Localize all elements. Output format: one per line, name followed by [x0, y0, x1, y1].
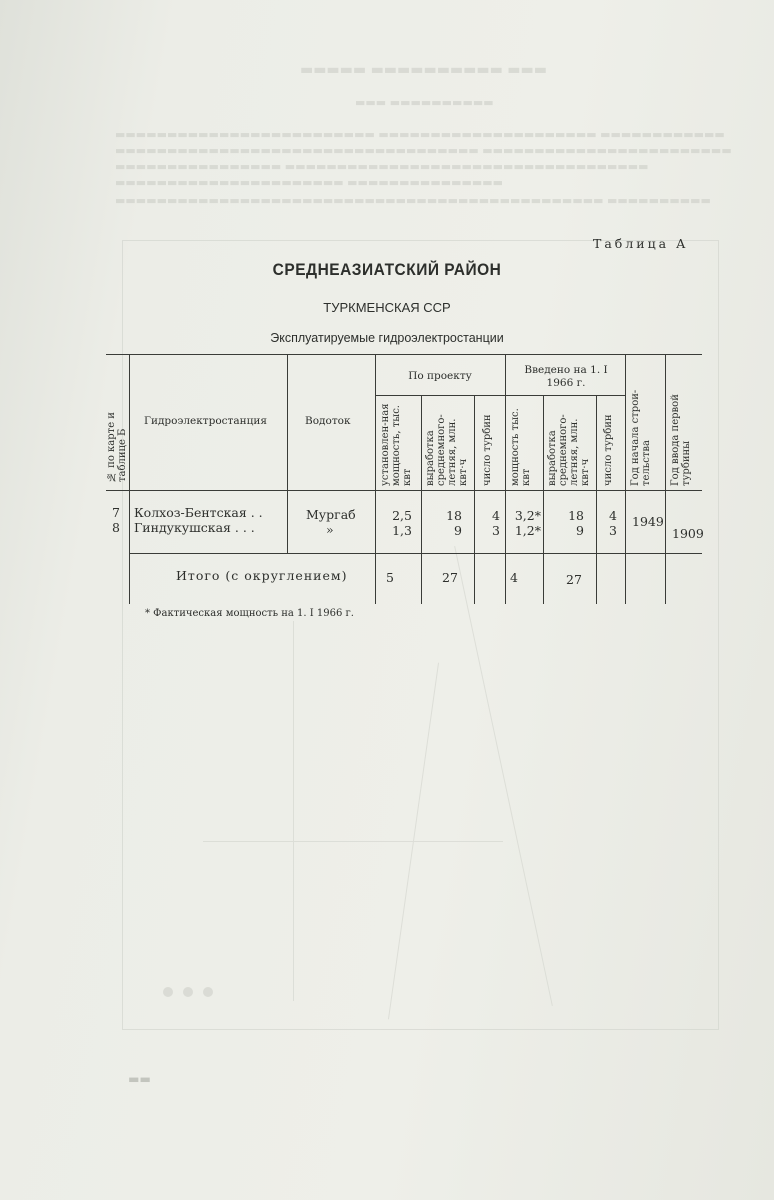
row-station: Гиндукушская . . .: [134, 520, 255, 535]
row-proj-turbines: 3: [492, 523, 500, 538]
col-divider: [129, 354, 130, 604]
map-line: [203, 841, 503, 842]
bleed-through-text: ▬▬▬▬▬▬▬▬▬▬▬▬▬▬▬▬▬▬▬▬▬▬▬▬▬▬▬▬▬▬▬▬▬▬▬ ▬▬▬▬▬▬▬▬▬▬▬▬▬▬▬▬: [115, 160, 649, 173]
row-intr-power: 1,2*: [514, 523, 541, 538]
table-footnote: * Фактическая мощность на 1. I 1966 г.: [145, 608, 354, 619]
bleed-through-text: ▬▬▬▬▬▬▬▬▬▬ ▬▬▬▬▬▬▬▬▬▬▬▬▬▬▬▬▬▬▬▬▬▬▬▬▬▬▬▬▬▬▬▬▬▬▬▬▬▬▬▬▬▬▬▬▬▬▬: [115, 194, 711, 207]
header-num: № по карте и таблице Б: [106, 412, 128, 482]
row-station: Колхоз-Бентская . .: [134, 505, 263, 520]
header-intr-power: мощность тыс. квт: [510, 408, 532, 486]
header-proj-power: установлен-ная мощность, тыс. квт: [380, 403, 413, 486]
col-divider: [375, 354, 376, 604]
map-line: [293, 621, 294, 1001]
col-divider: [625, 354, 626, 604]
map-dot: [163, 987, 173, 997]
header-start-year: Год начала строи-тельства: [630, 389, 652, 486]
table-top-rule: [106, 354, 702, 355]
group-header-rule: [375, 395, 625, 396]
total-intr-output: 27: [566, 572, 582, 587]
row-proj-power: 1,3: [392, 523, 412, 538]
table-caption: Таблица А: [593, 236, 689, 251]
republic-title: ТУРКМЕНСКАЯ ССР: [323, 300, 451, 315]
header-proj-turbines: число турбин: [482, 414, 493, 486]
header-bottom-rule: [106, 490, 702, 491]
col-divider: [505, 354, 506, 604]
header-intr-output: выработка среднемного-летняя, млн. квт·ч: [547, 414, 591, 486]
header-by-project: По проекту: [408, 370, 472, 382]
total-label: Итого (с округлением): [176, 568, 348, 583]
header-intr-turbines: число турбин: [603, 414, 614, 486]
region-title: СРЕДНЕАЗИАТСКИЙ РАЙОН: [272, 261, 502, 280]
bleed-through-text: ▬▬▬▬▬▬▬▬▬▬▬▬▬▬▬▬▬▬▬▬▬▬▬▬ ▬▬▬▬▬▬▬▬▬▬▬▬▬▬▬▬▬▬▬▬▬▬▬▬▬▬▬▬▬▬▬▬▬▬▬: [115, 144, 732, 157]
bleed-through-text: ▬▬▬ ▬▬▬▬▬▬▬▬▬▬ ▬▬▬▬▬: [300, 62, 547, 78]
bleed-through-text: ▬▬▬▬▬▬▬▬▬▬▬▬▬▬▬ ▬▬▬▬▬▬▬▬▬▬▬▬▬▬▬▬▬▬▬▬▬▬: [115, 176, 504, 189]
row-proj-output: 9: [454, 523, 462, 538]
header-river: Водоток: [305, 415, 351, 427]
col-divider: [474, 395, 475, 604]
row-num: 8: [112, 520, 120, 535]
row-num: 7: [112, 505, 120, 520]
col-divider: [596, 395, 597, 604]
map-line: [454, 546, 553, 1006]
map-dot: [203, 987, 213, 997]
total-top-rule: [129, 553, 702, 554]
row-intr-output: 18: [568, 508, 584, 523]
col-divider: [543, 395, 544, 604]
row-proj-output: 18: [446, 508, 462, 523]
row-proj-power: 2,5: [392, 508, 412, 523]
header-proj-output: выработка среднемного-летняя, млн. квт·ч: [425, 414, 469, 486]
row-intr-power: 3,2*: [514, 508, 541, 523]
header-introduced: Введено на 1. I 1966 г.: [524, 364, 608, 389]
col-divider: [287, 354, 288, 554]
map-dot: [183, 987, 193, 997]
total-proj-output: 27: [442, 570, 458, 585]
total-intr-power: 4: [510, 570, 518, 585]
header-first-turbine-year: Год ввода первой турбины: [670, 394, 692, 486]
row-intr-turbines: 4: [609, 508, 617, 523]
header-station: Гидроэлектростанция: [144, 415, 267, 427]
total-proj-power: 5: [386, 570, 394, 585]
row-proj-turbines: 4: [492, 508, 500, 523]
col-divider: [665, 354, 666, 604]
col-divider: [421, 395, 422, 604]
bleed-through-text: ▬▬▬▬▬▬▬▬▬▬ ▬▬▬: [355, 96, 494, 109]
row-first-turbine-year: 1909: [672, 526, 704, 541]
row-river: »: [326, 522, 334, 537]
table-subtitle: Эксплуатируемые гидроэлектростанции: [270, 331, 504, 345]
bleed-through-page-number: ▬▬: [128, 1072, 151, 1086]
row-start-year: 1949: [632, 514, 664, 529]
bleed-through-text: ▬▬▬▬▬▬▬▬▬▬▬▬ ▬▬▬▬▬▬▬▬▬▬▬▬▬▬▬▬▬▬▬▬▬ ▬▬▬▬▬▬▬▬▬▬▬▬▬▬▬▬▬▬▬▬▬▬▬▬▬: [115, 128, 725, 141]
row-intr-output: 9: [576, 523, 584, 538]
bleed-through-map: [122, 240, 719, 1030]
row-intr-turbines: 3: [609, 523, 617, 538]
row-river: Мургаб: [306, 507, 356, 522]
